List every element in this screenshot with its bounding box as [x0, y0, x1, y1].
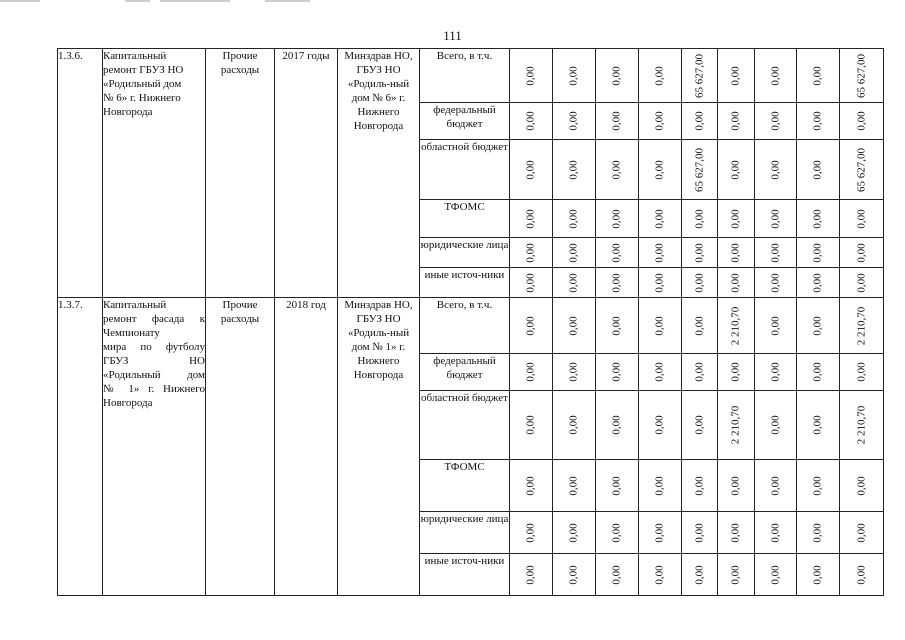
amount-cell	[718, 103, 755, 140]
amount-cell	[553, 103, 596, 140]
amount-cell	[639, 238, 682, 268]
amount-cell	[718, 238, 755, 268]
amount-cell	[553, 391, 596, 460]
amount-value: 0,00	[610, 415, 623, 435]
amount-cell	[682, 103, 718, 140]
amount-value: 2 210,70	[729, 405, 742, 445]
amount-value: 2 210,70	[855, 306, 867, 345]
amount-value: 0,00	[653, 362, 666, 382]
amount-cell	[553, 554, 596, 596]
amount-cell	[797, 103, 840, 140]
amount-value: 0,00	[693, 242, 705, 263]
amount-value: 0,00	[610, 522, 623, 543]
amount-value: 0,00	[729, 362, 742, 382]
amount-value: 0,00	[653, 564, 666, 585]
amount-value: 0,00	[524, 242, 537, 263]
item-number: 1.3.6.	[58, 49, 103, 298]
amount-value: 0,00	[769, 159, 781, 180]
amount-cell	[682, 460, 718, 512]
amount-cell	[639, 200, 682, 238]
amount-cell	[639, 460, 682, 512]
amount-value: 0,00	[653, 415, 666, 435]
amount-value: 0,00	[729, 208, 742, 229]
amount-value: 0,00	[693, 208, 705, 229]
amount-value: 0,00	[524, 415, 537, 435]
amount-cell	[755, 460, 797, 512]
amount-value: 0,00	[567, 362, 580, 382]
amount-cell	[682, 238, 718, 268]
item-name-line: ремонт фасада к	[103, 313, 205, 325]
amount-value: 0,00	[567, 159, 580, 180]
amount-value: 0,00	[729, 65, 742, 86]
amount-cell	[553, 140, 596, 200]
amount-cell	[639, 103, 682, 140]
amount-cell	[596, 512, 639, 554]
amount-value: 0,00	[610, 475, 623, 496]
expense-type: Прочие расходы	[206, 49, 275, 298]
amount-value: 0,00	[693, 315, 705, 336]
amount-value: 0,00	[811, 159, 824, 180]
amount-value: 0,00	[693, 362, 705, 382]
amount-value: 0,00	[693, 564, 705, 585]
amount-cell	[755, 391, 797, 460]
item-name-line: Капитальный	[103, 50, 167, 62]
amount-value: 0,00	[769, 315, 781, 336]
amount-value: 0,00	[729, 111, 742, 131]
amount-value: 0,00	[653, 242, 666, 263]
amount-cell	[797, 49, 840, 103]
amount-value: 0,00	[524, 475, 537, 496]
item-name-line: «Родильный дом	[103, 369, 205, 381]
amount-value: 0,00	[769, 65, 781, 86]
amount-value: 0,00	[769, 564, 781, 585]
item-name-line: мира по футболу	[103, 341, 205, 353]
amount-cell	[639, 391, 682, 460]
amount-value: 0,00	[567, 242, 580, 263]
amount-cell	[510, 354, 553, 391]
amount-value: 0,00	[729, 522, 742, 543]
amount-cell	[718, 354, 755, 391]
item-name-line: ГБУЗ НО	[103, 355, 205, 367]
amount-cell	[596, 140, 639, 200]
amount-cell	[510, 391, 553, 460]
amount-cell	[840, 554, 884, 596]
amount-cell	[797, 268, 840, 298]
amount-value: 0,00	[811, 208, 824, 229]
amount-cell	[510, 554, 553, 596]
amount-value: 0,00	[524, 159, 537, 180]
amount-cell	[510, 460, 553, 512]
item-name-line: Новгорода	[103, 397, 153, 409]
amount-value: 0,00	[769, 111, 781, 131]
amount-value: 0,00	[855, 272, 867, 293]
amount-cell	[718, 298, 755, 354]
amount-cell	[718, 268, 755, 298]
amount-value: 0,00	[811, 242, 824, 263]
scan-artifact	[265, 0, 310, 2]
amount-value: 0,00	[610, 242, 623, 263]
amount-value: 65 627,00	[693, 147, 705, 192]
amount-cell	[682, 354, 718, 391]
amount-value: 0,00	[653, 208, 666, 229]
amount-cell	[639, 268, 682, 298]
amount-cell	[682, 391, 718, 460]
amount-cell	[797, 238, 840, 268]
amount-value: 0,00	[610, 315, 623, 336]
amount-cell	[755, 140, 797, 200]
amount-cell	[553, 49, 596, 103]
amount-cell	[755, 554, 797, 596]
amount-cell	[596, 268, 639, 298]
amount-value: 0,00	[653, 111, 666, 131]
amount-value: 0,00	[693, 272, 705, 293]
amount-value: 0,00	[524, 362, 537, 382]
item-name-line: ремонт ГБУЗ НО	[103, 64, 184, 76]
item-name-line: № 1» г. Нижнего	[103, 383, 205, 395]
funding-source: иные источ-ники	[420, 554, 510, 596]
amount-cell	[510, 298, 553, 354]
amount-cell	[755, 268, 797, 298]
amount-value: 0,00	[855, 475, 867, 496]
amount-value: 0,00	[729, 564, 742, 585]
amount-cell	[510, 512, 553, 554]
amount-value: 0,00	[610, 65, 623, 86]
amount-cell	[682, 140, 718, 200]
amount-cell	[596, 200, 639, 238]
amount-cell	[797, 554, 840, 596]
amount-cell	[639, 512, 682, 554]
amount-value: 0,00	[653, 475, 666, 496]
amount-cell	[840, 140, 884, 200]
amount-cell	[797, 391, 840, 460]
amount-value: 0,00	[567, 522, 580, 543]
amount-value: 0,00	[729, 475, 742, 496]
amount-cell	[840, 49, 884, 103]
amount-value: 0,00	[769, 272, 781, 293]
amount-cell	[755, 238, 797, 268]
amount-value: 0,00	[769, 362, 781, 382]
amount-cell	[553, 460, 596, 512]
amount-cell	[682, 49, 718, 103]
amount-value: 0,00	[567, 315, 580, 336]
executor: Минздрав НО, ГБУЗ НО «Родиль-ный дом № 1» г. Нижнего Новгорода	[338, 298, 420, 596]
amount-cell	[682, 554, 718, 596]
item-name	[103, 298, 206, 596]
amount-cell	[840, 268, 884, 298]
amount-cell	[718, 200, 755, 238]
amount-value: 0,00	[567, 111, 580, 131]
item-name	[103, 49, 206, 298]
amount-cell	[755, 354, 797, 391]
amount-cell	[510, 140, 553, 200]
amount-value: 0,00	[769, 242, 781, 263]
amount-cell	[840, 103, 884, 140]
amount-cell	[797, 298, 840, 354]
amount-value: 0,00	[567, 65, 580, 86]
amount-value: 0,00	[610, 208, 623, 229]
amount-cell	[755, 200, 797, 238]
funding-source: ТФОМС	[420, 460, 510, 512]
amount-value: 0,00	[855, 522, 867, 543]
amount-value: 0,00	[693, 111, 705, 131]
amount-value: 0,00	[610, 159, 623, 180]
amount-value: 0,00	[567, 208, 580, 229]
funding-source: федеральный бюджет	[420, 354, 510, 391]
executor: Минздрав НО, ГБУЗ НО «Родиль-ный дом № 6» г. Нижнего Новгорода	[338, 49, 420, 298]
funding-source: иные источ-ники	[420, 268, 510, 298]
amount-cell	[596, 460, 639, 512]
item-name-line: Капитальный	[103, 299, 167, 311]
amount-cell	[553, 354, 596, 391]
amount-cell	[682, 298, 718, 354]
amount-cell	[510, 103, 553, 140]
funding-source: областной бюджет	[420, 391, 510, 460]
period: 2018 год	[275, 298, 338, 596]
amount-cell	[639, 298, 682, 354]
amount-value: 0,00	[524, 522, 537, 543]
amount-value: 0,00	[653, 272, 666, 293]
item-name-line: Чемпионату	[103, 327, 160, 339]
amount-value: 0,00	[811, 475, 824, 496]
amount-cell	[639, 354, 682, 391]
amount-value: 0,00	[811, 564, 824, 585]
amount-cell	[639, 49, 682, 103]
period: 2017 годы	[275, 49, 338, 298]
amount-value: 0,00	[524, 65, 537, 86]
item-number: 1.3.7.	[58, 298, 103, 596]
scan-artifact	[125, 0, 150, 2]
amount-cell	[596, 298, 639, 354]
amount-cell	[510, 200, 553, 238]
amount-value: 0,00	[811, 111, 824, 131]
amount-value: 0,00	[524, 315, 537, 336]
amount-value: 0,00	[811, 522, 824, 543]
amount-value: 0,00	[567, 415, 580, 435]
amount-cell	[797, 354, 840, 391]
amount-cell	[840, 512, 884, 554]
amount-value: 0,00	[811, 272, 824, 293]
amount-cell	[596, 554, 639, 596]
amount-cell	[553, 238, 596, 268]
amount-value: 0,00	[811, 362, 824, 382]
amount-value: 0,00	[855, 208, 867, 229]
amount-cell	[553, 268, 596, 298]
amount-cell	[755, 512, 797, 554]
amount-cell	[840, 200, 884, 238]
page-number: 111	[443, 28, 462, 43]
amount-value: 0,00	[567, 564, 580, 585]
amount-cell	[639, 140, 682, 200]
amount-value: 2 210,70	[729, 306, 742, 345]
amount-cell	[596, 103, 639, 140]
amount-cell	[682, 268, 718, 298]
amount-cell	[596, 354, 639, 391]
amount-cell	[510, 268, 553, 298]
amount-cell	[755, 103, 797, 140]
amount-cell	[797, 140, 840, 200]
amount-value: 65 627,00	[693, 53, 705, 98]
amount-value: 0,00	[567, 272, 580, 293]
amount-cell	[718, 391, 755, 460]
amount-value: 0,00	[855, 564, 867, 585]
amount-value: 0,00	[653, 159, 666, 180]
amount-value: 0,00	[653, 65, 666, 86]
amount-cell	[840, 391, 884, 460]
amount-cell	[510, 238, 553, 268]
amount-cell	[639, 554, 682, 596]
amount-cell	[682, 512, 718, 554]
amount-value: 0,00	[610, 362, 623, 382]
amount-value: 0,00	[567, 475, 580, 496]
amount-value: 0,00	[653, 315, 666, 336]
amount-value: 0,00	[610, 111, 623, 131]
amount-cell	[553, 512, 596, 554]
expense-type: Прочие расходы	[206, 298, 275, 596]
amount-cell	[718, 512, 755, 554]
amount-cell	[682, 200, 718, 238]
amount-value: 65 627,00	[855, 53, 867, 98]
amount-cell	[553, 298, 596, 354]
budget-table	[57, 48, 884, 596]
amount-value: 0,00	[729, 242, 742, 263]
funding-source: юридические лица	[420, 512, 510, 554]
amount-cell	[596, 49, 639, 103]
funding-source: Всего, в т.ч.	[420, 49, 510, 103]
funding-source: Всего, в т.ч.	[420, 298, 510, 354]
amount-value: 0,00	[610, 272, 623, 293]
amount-cell	[840, 238, 884, 268]
amount-value: 65 627,00	[855, 147, 867, 192]
funding-source: юридические лица	[420, 238, 510, 268]
table-row	[58, 298, 884, 354]
amount-value: 0,00	[693, 415, 705, 435]
amount-value: 0,00	[855, 111, 867, 131]
amount-cell	[718, 140, 755, 200]
amount-cell	[840, 354, 884, 391]
amount-value: 0,00	[524, 272, 537, 293]
amount-value: 0,00	[855, 362, 867, 382]
amount-value: 0,00	[811, 315, 824, 336]
amount-value: 0,00	[769, 522, 781, 543]
amount-cell	[840, 460, 884, 512]
amount-value: 0,00	[769, 475, 781, 496]
amount-value: 0,00	[811, 415, 824, 435]
item-name-line: № 6» г. Нижнего	[103, 92, 181, 104]
funding-source: федеральный бюджет	[420, 103, 510, 140]
amount-value: 0,00	[524, 208, 537, 229]
amount-value: 0,00	[693, 475, 705, 496]
amount-cell	[755, 298, 797, 354]
amount-cell	[755, 49, 797, 103]
amount-value: 0,00	[811, 65, 824, 86]
funding-source: областной бюджет	[420, 140, 510, 200]
scan-artifact	[0, 0, 40, 2]
amount-value: 0,00	[693, 522, 705, 543]
funding-source: ТФОМС	[420, 200, 510, 238]
amount-value: 0,00	[855, 242, 867, 263]
amount-cell	[596, 238, 639, 268]
table-row	[58, 49, 884, 103]
scan-artifact	[160, 0, 230, 2]
amount-value: 0,00	[524, 111, 537, 131]
amount-value: 0,00	[729, 159, 742, 180]
amount-value: 0,00	[610, 564, 623, 585]
amount-value: 0,00	[729, 272, 742, 293]
amount-cell	[718, 554, 755, 596]
amount-cell	[718, 460, 755, 512]
amount-cell	[596, 391, 639, 460]
amount-cell	[797, 460, 840, 512]
amount-value: 2 210,70	[855, 405, 867, 445]
amount-cell	[718, 49, 755, 103]
amount-cell	[553, 200, 596, 238]
amount-cell	[797, 512, 840, 554]
amount-value: 0,00	[524, 564, 537, 585]
amount-value: 0,00	[769, 415, 781, 435]
amount-cell	[797, 200, 840, 238]
amount-value: 0,00	[653, 522, 666, 543]
item-name-line: «Родильный дом	[103, 78, 182, 90]
item-name-line: Новгорода	[103, 106, 153, 118]
amount-cell	[510, 49, 553, 103]
amount-value: 0,00	[769, 208, 781, 229]
amount-cell	[840, 298, 884, 354]
